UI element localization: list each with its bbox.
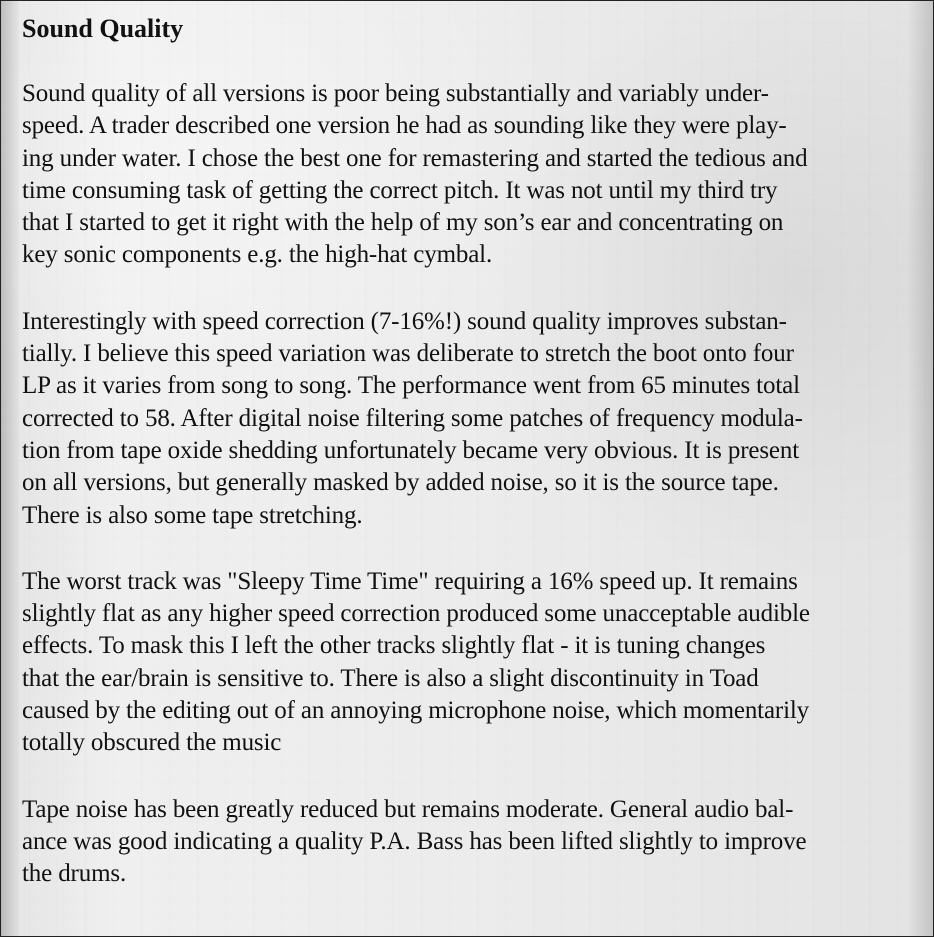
paragraph-2-line-4: corrected to 58. After digital noise filtering some patches of frequency modula- <box>22 404 803 432</box>
paragraph-3-line-5: caused by the editing out of an annoying microphone noise, which momentarily <box>22 697 810 725</box>
paragraph-1-line-2: speed. A trader described one version he had as sounding like they were play- <box>22 112 787 140</box>
paragraph-3 <box>22 566 918 760</box>
paragraph-1-line-4: time consuming task of getting the correct pitch. It was not until my third try <box>22 176 778 204</box>
paragraph-3-line-1: The worst track was "Sleepy Time Time" requiring a 16% speed up. It remains <box>22 567 798 595</box>
paragraph-4-line-3: the drums. <box>22 860 127 888</box>
paragraph-2-line-1: Interestingly with speed correction (7-16%!) sound quality improves substan- <box>22 307 787 335</box>
paragraph-2-line-3: LP as it varies from song to song. The performance went from 65 minutes total <box>22 372 800 400</box>
paragraph-3-line-2: slightly flat as any higher speed correction produced some unacceptable audible <box>22 600 810 628</box>
paragraph-3-line-6: totally obscured the music <box>22 729 282 757</box>
paragraph-2 <box>22 306 918 532</box>
paragraph-2-line-5: tion from tape oxide shedding unfortunately became very obvious. It is present <box>22 436 799 464</box>
paragraph-1-line-6: key sonic components e.g. the high-hat cymbal. <box>22 241 493 269</box>
paragraph-1-line-5: that I started to get it right with the help of my son’s ear and concentrating on <box>22 209 784 237</box>
paragraph-2-line-2: tially. I believe this speed variation was deliberate to stretch the boot onto four <box>22 340 794 368</box>
paragraph-2-line-7: There is also some tape stretching. <box>22 501 363 529</box>
paragraph-3-line-4: that the ear/brain is sensitive to. There is also a slight discontinuity in Toad <box>22 664 759 692</box>
paragraph-2-line-6: on all versions, but generally masked by added noise, so it is the source tape. <box>22 469 779 497</box>
paragraph-1-line-3: ing under water. I chose the best one for remastering and started the tedious and <box>22 144 808 172</box>
text-column <box>22 12 918 925</box>
paragraph-4-line-2: ance was good indicating a quality P.A. Bass has been lifted slightly to improve <box>22 827 807 855</box>
paragraph-3-line-3: effects. To mask this I left the other tracks slightly flat - it is tuning changes <box>22 632 766 660</box>
section-title: Sound Quality <box>22 14 184 43</box>
paragraph-4-line-1: Tape noise has been greatly reduced but remains moderate. General audio bal- <box>22 795 794 823</box>
paragraph-1 <box>22 78 918 272</box>
paragraph-4 <box>22 794 918 891</box>
paragraph-1-line-1: Sound quality of all versions is poor being substantially and variably under- <box>22 80 769 107</box>
